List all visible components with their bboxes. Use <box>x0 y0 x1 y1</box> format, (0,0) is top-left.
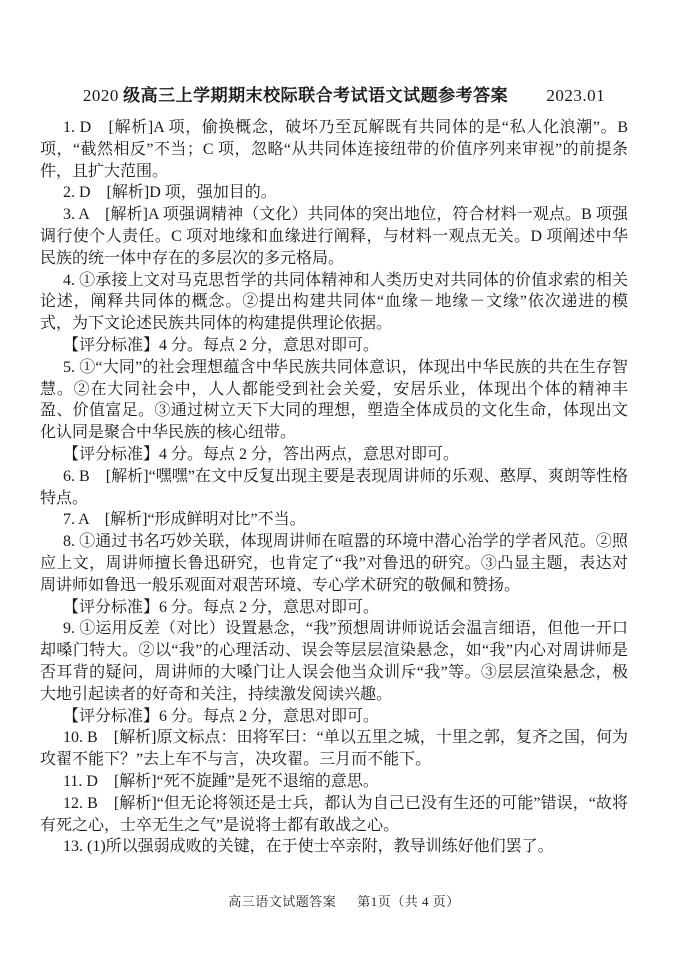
footer-page-info: 第1页（共 4 页） <box>357 894 460 909</box>
scoring-note-9: 【评分标准】6 分。每点 2 分，意思对即可。 <box>63 707 380 725</box>
title-year: 2020 <box>82 86 119 105</box>
page-footer <box>0 891 688 910</box>
answer-paragraph-7: 7. A [解析]“形成鲜明对比”不当。 <box>63 511 306 529</box>
footer-doc-label: 高三语文试题答案 <box>228 894 337 909</box>
answer-paragraph-4: 4. ①承接上文对马克思哲学的共同体精神和人类历史对共同体的价值求索的相关论述，阐释共同体的概念。②提出构建共同体“血缘－地缘－文缘”依次递进的模式，为下文论述民族共同体的构建提供理论依据。 <box>40 271 628 333</box>
answer-paragraph-13: 13. (1)所以强弱成败的关键，在于使士卒亲附，教导训练好他们罢了。 <box>63 838 554 856</box>
answer-paragraph-10: 10. B [解析]原文标点：田将军曰：“单以五里之城，十里之郭，复齐之国，何为攻翟不能下？”去上车不与言，决攻翟。三月而不能下。 <box>40 729 628 769</box>
answer-paragraph-5: 5. ①“大同”的社会理想蕴含中华民族共同体意识，体现出中华民族的共在生存智慧。②在大同社会中，人人都能受到社会关爱，安居乐业，体现出个体的精神丰盈、价值富足。③通过树立天下大同的理想，塑造全体成员的文化生命，体现出文化认同是聚合中华民族的核心纽带。 <box>40 358 628 442</box>
answer-paragraph-3: 3. A [解析]A 项强调精神（文化）共同体的突出地位，符合材料一观点。B 项强调行使个人责任。C 项对地缘和血缘进行阐释，与材料一观点无关。D 项阐述中华民族的统一体中存在的多层次的多元格局。 <box>40 206 628 267</box>
answer-paragraph-2: 2. D [解析]D 项，强加目的。 <box>63 184 277 202</box>
page-title <box>0 84 688 108</box>
title-main: 级高三上学期期末校际联合考试语文试题参考答案 <box>123 86 509 105</box>
answer-paragraph-11: 11. D [解析]“死不旋踵”是死不退缩的意思。 <box>63 772 379 790</box>
answer-paragraph-1: 1. D [解析]A 项，偷换概念，破坏乃至瓦解既有共同体的是“私人化浪潮”。B 项，“截然相反”不当；C 项，忽略“从共同体连接纽带的价值序列来审视”的前提条件，且扩大范围。 <box>40 119 628 180</box>
scoring-note-8: 【评分标准】6 分。每点 2 分，意思对即可。 <box>63 598 380 616</box>
answer-paragraph-12: 12. B [解析]“但无论将领还是士兵，都认为自己已没有生还的可能”错误，“故将有死之心，士卒无生之气”是说将士都有敢战之心。 <box>40 794 628 834</box>
scoring-note-4: 【评分标准】4 分。每点 2 分，意思对即可。 <box>63 336 380 354</box>
answer-body <box>40 117 628 858</box>
answer-paragraph-9: 9. ①运用反差（对比）设置悬念，“我”预想周讲师说话会温言细语，但他一开口却嗓门特大。②以“我”的心理活动、误会等层层渲染悬念，如“我”内心对周讲师是否耳背的疑问，周讲师的大嗓门让人误会他当众训斥“我”等。③层层渲染悬念，极大地引起读者的好奇和关注，持续激发阅读兴趣。 <box>40 620 628 703</box>
scoring-note-5: 【评分标准】4 分。每点 2 分，答出两点，意思对即可。 <box>63 445 460 463</box>
answer-paragraph-6: 6. B [解析]“嘿嘿”在文中反复出现主要是表现周讲师的乐观、憨厚、爽朗等性格特点。 <box>40 467 628 507</box>
answer-paragraph-8: 8. ①通过书名巧妙关联，体现周讲师在喧嚣的环境中潜心治学的学者风范。②照应上文，周讲师擅长鲁迅研究，也肯定了“我”对鲁迅的研究。③凸显主题，表达对周讲师如鲁迅一般乐观面对艰苦环境、专心学术研究的敬佩和赞扬。 <box>40 533 628 594</box>
title-date: 2023.01 <box>546 86 606 105</box>
